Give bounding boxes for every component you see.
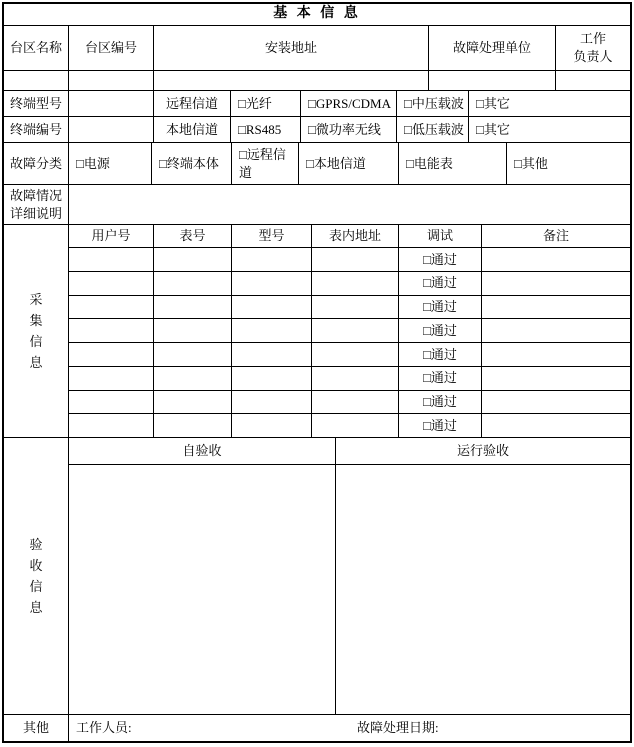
collection-header-row [69, 225, 630, 248]
collection-row-1 [69, 248, 630, 272]
debug-pass-checkbox[interactable]: □通过 [399, 248, 482, 272]
meter-addr-cell[interactable] [312, 248, 399, 272]
fault-detail-label-line2: 详细说明 [9, 205, 62, 221]
meter-addr-cell[interactable] [312, 343, 399, 367]
meter-no-cell[interactable] [154, 272, 232, 296]
meter-addr-cell[interactable] [312, 296, 399, 320]
checkbox-lv-carrier[interactable]: □低压载波 [397, 117, 469, 143]
worker-label: 工作人员: [76, 720, 132, 736]
collection-row-6 [69, 367, 630, 391]
meter-addr-cell[interactable] [312, 367, 399, 391]
remark-cell[interactable] [482, 414, 630, 438]
acceptance-content-row [69, 465, 630, 715]
meter-no-cell[interactable] [154, 391, 232, 415]
remote-channel-label: 远程信道 [154, 91, 231, 117]
run-acceptance-field[interactable] [336, 465, 630, 715]
manager-label [556, 26, 630, 71]
remark-cell[interactable] [482, 367, 630, 391]
remark-cell[interactable] [482, 248, 630, 272]
user-no-cell[interactable] [69, 343, 154, 367]
checkbox-fiber[interactable]: □光纤 [231, 91, 301, 117]
manager-label-line1: 工作 [579, 31, 606, 47]
unit-field[interactable] [429, 71, 556, 91]
user-no-cell[interactable] [69, 391, 154, 415]
remark-cell[interactable] [482, 391, 630, 415]
model-cell[interactable] [232, 391, 312, 415]
fault-date-label: 故障处理日期: [357, 720, 439, 736]
meter-addr-cell[interactable] [312, 391, 399, 415]
fault-detail-field[interactable] [69, 185, 630, 225]
user-no-cell[interactable] [69, 248, 154, 272]
taiqu-name-label: 台区名称 [4, 26, 69, 71]
debug-pass-checkbox[interactable]: □通过 [399, 296, 482, 320]
checkbox-energy-meter[interactable]: □电能表 [399, 143, 507, 185]
collection-row-8 [69, 414, 630, 438]
remark-cell[interactable] [482, 343, 630, 367]
acceptance-header-row [69, 438, 630, 465]
model-cell[interactable] [232, 248, 312, 272]
col-header-user-no: 用户号 [69, 225, 154, 248]
model-cell[interactable] [232, 414, 312, 438]
model-cell[interactable] [232, 343, 312, 367]
checkbox-micropower-wireless[interactable]: □微功率无线 [301, 117, 397, 143]
fault-handling-form [2, 2, 632, 743]
model-cell[interactable] [232, 319, 312, 343]
checkbox-remote-other[interactable]: □其它 [469, 91, 630, 117]
debug-pass-checkbox[interactable]: □通过 [399, 343, 482, 367]
terminal-model-field[interactable] [69, 91, 154, 117]
fault-detail-label-line1: 故障情况 [9, 187, 62, 203]
taiqu-name-field[interactable] [4, 71, 69, 91]
self-acceptance-header: 自验收 [69, 438, 336, 465]
col-header-debug: 调试 [399, 225, 482, 248]
other-label: 其他 [4, 715, 69, 741]
collection-row-7 [69, 391, 630, 415]
debug-pass-checkbox[interactable]: □通过 [399, 414, 482, 438]
local-channel-label: 本地信道 [154, 117, 231, 143]
checkbox-local-channel[interactable]: □本地信道 [299, 143, 399, 185]
model-cell[interactable] [232, 272, 312, 296]
debug-pass-checkbox[interactable]: □通过 [399, 319, 482, 343]
meter-addr-cell[interactable] [312, 319, 399, 343]
collection-row-4 [69, 319, 630, 343]
fault-detail-label [4, 185, 69, 225]
collection-section [4, 225, 630, 438]
run-acceptance-header: 运行验收 [336, 438, 630, 465]
address-field[interactable] [154, 71, 429, 91]
user-no-cell[interactable] [69, 272, 154, 296]
meter-no-cell[interactable] [154, 414, 232, 438]
remark-cell[interactable] [482, 319, 630, 343]
unit-label: 故障处理单位 [429, 26, 556, 71]
meter-no-cell[interactable] [154, 319, 232, 343]
form-title: 基 本 信 息 [4, 4, 630, 26]
collection-row-5 [69, 343, 630, 367]
meter-no-cell[interactable] [154, 248, 232, 272]
checkbox-rs485[interactable]: □RS485 [231, 117, 301, 143]
col-header-remark: 备注 [482, 225, 630, 248]
collection-row-2 [69, 272, 630, 296]
meter-no-cell[interactable] [154, 367, 232, 391]
self-acceptance-field[interactable] [69, 465, 336, 715]
user-no-cell[interactable] [69, 296, 154, 320]
remark-cell[interactable] [482, 296, 630, 320]
model-cell[interactable] [232, 296, 312, 320]
remark-cell[interactable] [482, 272, 630, 296]
meter-no-cell[interactable] [154, 296, 232, 320]
checkbox-power[interactable]: □电源 [69, 143, 152, 185]
taiqu-no-field[interactable] [69, 71, 154, 91]
collection-section-label: 采集信息 [4, 225, 69, 438]
collection-row-3 [69, 296, 630, 320]
col-header-meter-addr: 表内地址 [312, 225, 399, 248]
user-no-cell[interactable] [69, 367, 154, 391]
checkbox-terminal-body[interactable]: □终端本体 [152, 143, 232, 185]
checkbox-gprs-cdma[interactable]: □GPRS/CDMA [301, 91, 397, 117]
col-header-model: 型号 [232, 225, 312, 248]
manager-field[interactable] [556, 71, 630, 91]
checkbox-mv-carrier[interactable]: □中压载波 [397, 91, 469, 117]
acceptance-section [4, 438, 630, 715]
checkbox-remote-channel[interactable]: □远程信道 [232, 143, 299, 185]
terminal-no-field[interactable] [69, 117, 154, 143]
terminal-no-label: 终端编号 [4, 117, 69, 143]
checkbox-fault-other[interactable]: □其他 [507, 143, 630, 185]
user-no-cell[interactable] [69, 319, 154, 343]
address-label: 安装地址 [154, 26, 429, 71]
terminal-model-label: 终端型号 [4, 91, 69, 117]
meter-addr-cell[interactable] [312, 272, 399, 296]
footer-content-cell[interactable] [69, 715, 630, 741]
debug-pass-checkbox[interactable]: □通过 [399, 272, 482, 296]
model-cell[interactable] [232, 367, 312, 391]
col-header-meter-no: 表号 [154, 225, 232, 248]
manager-label-line2: 负责人 [573, 49, 613, 64]
checkbox-local-other[interactable]: □其它 [469, 117, 630, 143]
user-no-cell[interactable] [69, 414, 154, 438]
meter-addr-cell[interactable] [312, 414, 399, 438]
debug-pass-checkbox[interactable]: □通过 [399, 367, 482, 391]
taiqu-no-label: 台区编号 [69, 26, 154, 71]
meter-no-cell[interactable] [154, 343, 232, 367]
debug-pass-checkbox[interactable]: □通过 [399, 391, 482, 415]
acceptance-section-label: 验收信息 [4, 438, 69, 715]
fault-class-label: 故障分类 [4, 143, 69, 185]
